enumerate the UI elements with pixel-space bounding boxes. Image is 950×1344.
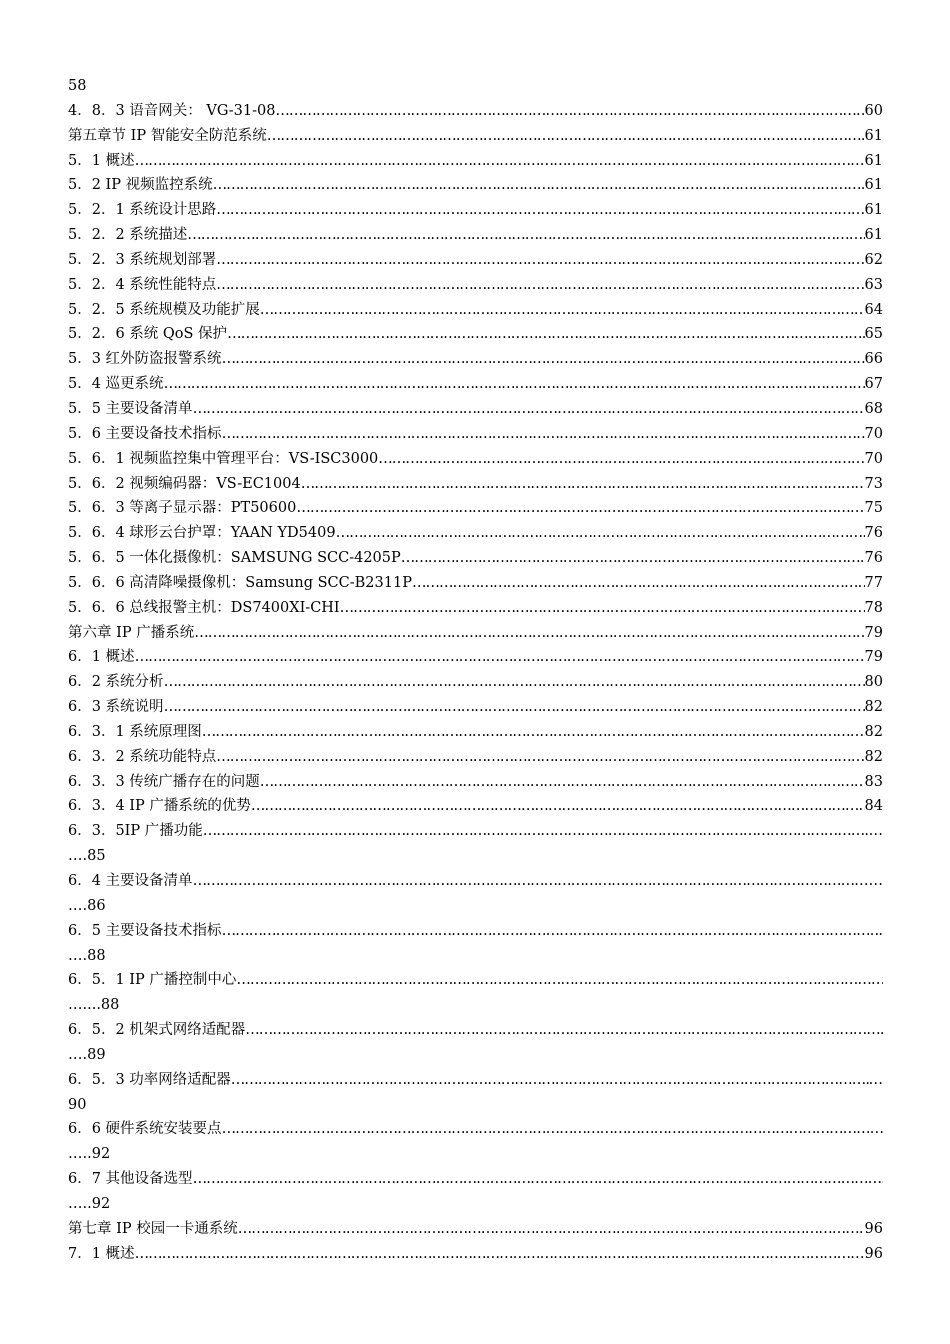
- toc-entry[interactable]: [68, 273, 883, 298]
- toc-entry-page: …: [868, 823, 883, 840]
- toc-entry-label: 5．2．3 系统规划部署: [68, 251, 217, 268]
- dot-leader: [193, 1167, 883, 1192]
- dot-leader: [260, 298, 865, 323]
- toc-entry[interactable]: [68, 422, 883, 447]
- toc-entry[interactable]: [68, 223, 883, 248]
- toc-entry-label: 6．3．2 系统功能特点: [68, 748, 217, 765]
- toc-entry[interactable]: [68, 472, 883, 497]
- toc-entry-label: 第五章节 IP 智能安全防范系统: [68, 127, 267, 144]
- toc-entry-page: 60: [864, 102, 883, 119]
- dot-leader: [187, 223, 864, 248]
- toc-entry[interactable]: [68, 919, 883, 944]
- dot-leader: [401, 546, 865, 571]
- toc-entry-page: 62: [864, 251, 883, 268]
- dot-leader: [296, 496, 864, 521]
- toc-entry-label: 5．6．1 视频监控集中管理平台：VS-ISC3000: [68, 450, 379, 467]
- dot-leader: [251, 794, 865, 819]
- toc-entry-label: 6．5 主要设备技术指标: [68, 922, 222, 939]
- toc-entry-label: 6．5．1 IP 广播控制中心: [68, 972, 237, 989]
- toc-entry[interactable]: [68, 869, 883, 894]
- toc-entry[interactable]: [68, 173, 883, 198]
- toc-entry-label: 5．3 红外防盗报警系统: [68, 351, 222, 368]
- toc-entry-page: 61: [864, 127, 883, 144]
- toc-entry[interactable]: [68, 968, 883, 993]
- dot-leader: [164, 695, 865, 720]
- dot-leader: [275, 99, 864, 124]
- dot-leader: [378, 447, 864, 472]
- toc-entry-page: 79: [864, 624, 883, 641]
- toc-entry[interactable]: [68, 720, 883, 745]
- dot-leader: [135, 1242, 865, 1267]
- toc-entry-page: 65: [864, 326, 883, 343]
- toc-entry-page: 82: [864, 699, 883, 716]
- toc-entry[interactable]: [68, 347, 883, 372]
- dot-leader: [245, 1018, 883, 1043]
- dot-leader: [193, 397, 865, 422]
- toc-entry-label: 6．7 其他设备选型: [68, 1171, 193, 1188]
- toc-entry-label: 5．4 巡更系统: [68, 376, 164, 393]
- toc-entry-label: 6．1 概述: [68, 649, 135, 666]
- table-of-contents: [68, 74, 883, 1267]
- toc-entry[interactable]: [68, 1068, 883, 1093]
- toc-entry[interactable]: [68, 1093, 883, 1118]
- toc-entry[interactable]: [68, 248, 883, 273]
- toc-entry-label: 5．5 主要设备清单: [68, 400, 193, 417]
- toc-entry-page: 82: [864, 748, 883, 765]
- toc-entry[interactable]: [68, 944, 883, 969]
- toc-entry-page: …: [868, 1071, 883, 1088]
- dot-leader: [260, 770, 865, 795]
- toc-entry-label: 5．6．6 高清降噪摄像机：Samsung SCC-B2311P: [68, 574, 412, 591]
- toc-entry-label: ….85: [68, 848, 106, 865]
- toc-entry-page: 61: [864, 227, 883, 244]
- toc-entry[interactable]: [68, 1117, 883, 1142]
- toc-entry[interactable]: [68, 546, 883, 571]
- toc-entry-page: 75: [864, 500, 883, 517]
- toc-entry-label: …..92: [68, 1195, 111, 1212]
- toc-entry-page: …: [868, 873, 883, 889]
- toc-entry-page: 73: [864, 475, 883, 492]
- dot-leader: [236, 968, 883, 993]
- toc-entry-page: 83: [864, 773, 883, 790]
- dot-leader: [222, 347, 865, 372]
- toc-entry[interactable]: [68, 1167, 883, 1192]
- toc-entry-page: 84: [864, 798, 883, 815]
- dot-leader: [202, 720, 865, 745]
- dot-leader: [216, 248, 864, 273]
- toc-entry-page: 96: [864, 1245, 883, 1262]
- dot-leader: [222, 1117, 883, 1142]
- toc-entry[interactable]: [68, 1242, 883, 1267]
- toc-entry-page: 78: [864, 599, 883, 616]
- dot-leader: [412, 571, 865, 596]
- dot-leader: [203, 819, 869, 844]
- toc-entry-label: 5．2．5 系统规模及功能扩展: [68, 301, 260, 318]
- dot-leader: [216, 745, 864, 770]
- toc-entry[interactable]: [68, 1018, 883, 1043]
- toc-entry-label: ….89: [68, 1046, 106, 1063]
- toc-entry-label: 90: [68, 1096, 87, 1113]
- toc-entry-label: 5．6 主要设备技术指标: [68, 425, 222, 442]
- toc-entry-label: 5．6．4 球形云台护罩：YAAN YD5409: [68, 525, 336, 542]
- toc-entry-label: 5．2 IP 视频监控系统: [68, 177, 213, 194]
- toc-entry-page: 61: [864, 177, 883, 194]
- toc-entry-label: 6．3．4 IP 广播系统的优势: [68, 798, 251, 815]
- toc-entry[interactable]: [68, 894, 883, 919]
- toc-entry-label: …....88: [68, 997, 120, 1014]
- toc-entry[interactable]: [68, 819, 883, 844]
- toc-entry-page: 61: [864, 152, 883, 169]
- dot-leader: [213, 173, 865, 198]
- toc-entry-label: …..92: [68, 1146, 111, 1163]
- toc-entry-page: 79: [864, 649, 883, 666]
- dot-leader: [222, 919, 879, 944]
- toc-entry[interactable]: [68, 298, 883, 323]
- dot-leader: [238, 1217, 865, 1242]
- toc-entry[interactable]: [68, 993, 883, 1018]
- dot-leader: [216, 273, 864, 298]
- dot-leader: [336, 521, 865, 546]
- dot-leader: [216, 198, 864, 223]
- toc-entry-page: 96: [864, 1220, 883, 1237]
- toc-entry[interactable]: [68, 124, 883, 149]
- toc-entry-label: 5．2．1 系统设计思路: [68, 202, 217, 219]
- dot-leader: [135, 149, 865, 174]
- toc-entry-label: 第六章 IP 广播系统: [68, 624, 195, 641]
- toc-entry-page: 63: [864, 276, 883, 293]
- toc-entry-page: 61: [864, 202, 883, 219]
- dot-leader: [227, 322, 864, 347]
- toc-entry-label: 5．6．5 一体化摄像机：SAMSUNG SCC-4205P: [68, 550, 401, 567]
- dot-leader: [164, 372, 865, 397]
- dot-leader: [222, 422, 865, 447]
- toc-entry[interactable]: [68, 322, 883, 347]
- toc-entry-label: 第七章 IP 校园一卡通系统: [68, 1220, 238, 1237]
- toc-entry-label: 6．5．3 功率网络适配器: [68, 1071, 231, 1088]
- toc-entry-label: 6．2 系统分析: [68, 674, 164, 691]
- toc-entry-page: 70: [864, 450, 883, 467]
- toc-entry-label: 5．6．3 等离子显示器：PT50600: [68, 500, 297, 517]
- toc-entry[interactable]: [68, 1142, 883, 1167]
- dot-leader: [135, 645, 865, 670]
- toc-entry-page: 68: [864, 400, 883, 417]
- toc-entry[interactable]: [68, 496, 883, 521]
- toc-entry[interactable]: [68, 695, 883, 720]
- toc-entry-page: 64: [864, 301, 883, 318]
- toc-entry-label: 5．2．6 系统 QoS 保护: [68, 326, 228, 343]
- toc-entry[interactable]: [68, 74, 883, 99]
- toc-entry-page: 77: [864, 574, 883, 591]
- toc-entry[interactable]: [68, 621, 883, 646]
- toc-entry-label: 6．4 主要设备清单: [68, 873, 193, 889]
- toc-entry[interactable]: [68, 372, 883, 397]
- toc-entry-label: 5．6．2 视频编码器：VS-EC1004: [68, 475, 301, 492]
- toc-entry[interactable]: [68, 1192, 883, 1217]
- toc-entry[interactable]: [68, 397, 883, 422]
- toc-entry-label: 6．3 系统说明: [68, 699, 164, 716]
- toc-entry-label: 5．2．2 系统描述: [68, 227, 188, 244]
- toc-entry[interactable]: [68, 770, 883, 795]
- toc-entry-label: 58: [68, 78, 87, 94]
- toc-entry-label: 6．6 硬件系统安装要点: [68, 1121, 222, 1138]
- toc-entry[interactable]: [68, 198, 883, 223]
- dot-leader: [231, 1068, 869, 1093]
- toc-entry-label: 6．3．5IP 广播功能: [68, 823, 203, 840]
- toc-entry-page: 67: [864, 376, 883, 393]
- toc-entry-page: 70: [864, 425, 883, 442]
- toc-entry[interactable]: [68, 99, 883, 124]
- toc-entry-page: 76: [864, 525, 883, 542]
- toc-entry[interactable]: [68, 645, 883, 670]
- toc-entry[interactable]: [68, 745, 883, 770]
- toc-entry-label: 7．1 概述: [68, 1245, 135, 1262]
- toc-entry[interactable]: [68, 149, 883, 174]
- dot-leader: [193, 869, 869, 894]
- dot-leader: [301, 472, 865, 497]
- toc-entry[interactable]: [68, 596, 883, 621]
- toc-entry[interactable]: [68, 794, 883, 819]
- toc-entry[interactable]: [68, 447, 883, 472]
- toc-entry-label: ….88: [68, 947, 106, 964]
- toc-entry-label: 5．2．4 系统性能特点: [68, 276, 217, 293]
- toc-entry[interactable]: [68, 1217, 883, 1242]
- dot-leader: [194, 621, 864, 646]
- toc-entry-page: 76: [864, 550, 883, 567]
- toc-entry-label: ….86: [68, 897, 106, 914]
- toc-entry[interactable]: [68, 1043, 883, 1068]
- dot-leader: [164, 670, 865, 695]
- toc-entry[interactable]: [68, 571, 883, 596]
- toc-entry[interactable]: [68, 670, 883, 695]
- toc-entry-page: 82: [864, 723, 883, 740]
- toc-entry-label: 6．3．1 系统原理图: [68, 723, 202, 740]
- toc-entry-label: 4．8．3 语音网关： VG-31-08: [68, 102, 276, 119]
- toc-entry[interactable]: [68, 844, 883, 869]
- toc-entry-page: .: [878, 922, 883, 939]
- toc-entry-page: 80: [864, 674, 883, 691]
- toc-entry-page: 66: [864, 351, 883, 368]
- dot-leader: [340, 596, 865, 621]
- toc-entry-label: 6．5．2 机架式网络适配器: [68, 1022, 246, 1039]
- toc-entry-label: 5．1 概述: [68, 152, 135, 169]
- dot-leader: [267, 124, 865, 149]
- toc-entry-label: 5．6．6 总线报警主机：DS7400XI-CHI: [68, 599, 340, 616]
- toc-entry-label: 6．3．3 传统广播存在的问题: [68, 773, 260, 790]
- toc-entry[interactable]: [68, 521, 883, 546]
